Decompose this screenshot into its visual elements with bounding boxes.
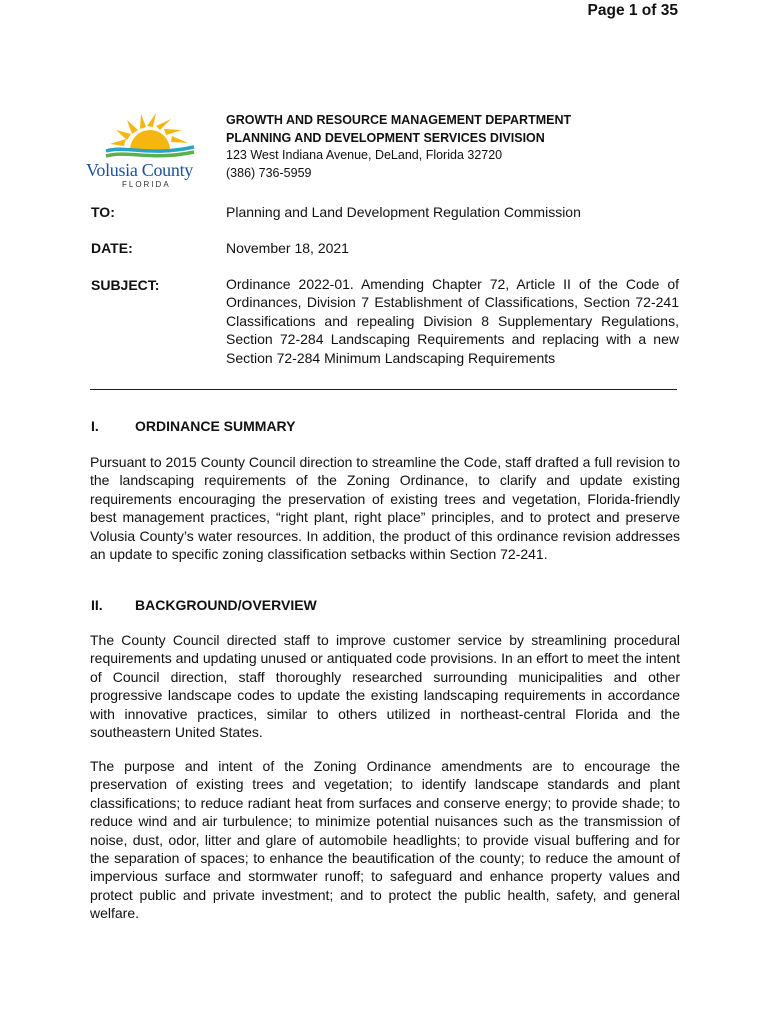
page-indicator: Page 1 of 35 — [587, 2, 678, 19]
date-label: DATE: — [91, 240, 133, 256]
section-2-heading — [91, 597, 317, 613]
department-name: GROWTH AND RESOURCE MANAGEMENT DEPARTMENT — [226, 113, 572, 127]
volusia-county-logo — [86, 110, 214, 190]
subject-label: SUBJECT: — [91, 277, 160, 293]
sun-logo-icon — [102, 110, 198, 162]
letterhead — [226, 112, 571, 182]
horizontal-divider — [90, 389, 677, 390]
date-value: November 18, 2021 — [226, 240, 349, 256]
section-1-title: ORDINANCE SUMMARY — [135, 418, 296, 434]
section-2-paragraph-1: The County Council directed staff to improve customer service by streamlining procedural requirements and updating unused or antiquated code provisions. In an effort to meet the intent of Council direction, staff thoroughly researched surrounding municipalities and other progressive landscape codes to update the existing landscaping requirements in accordance with innovative practices, similar to others utilized in northeast-central Florida and the southeastern United States. — [90, 632, 680, 741]
section-2-title: BACKGROUND/OVERVIEW — [135, 597, 317, 613]
to-value: Planning and Land Development Regulation Commission — [226, 204, 581, 220]
section-2-paragraph-2: The purpose and intent of the Zoning Ordinance amendments are to encourage the preservation of existing trees and vegetation; to identify landscape standards and plant classifications; to reduce radiant heat from surfaces and conserve energy; to provide shade; to reduce wind and air turbulence; to minimize potential nuisances such as the transmission of noise, dust, odor, litter and glare of automobile headlights; to provide visual buffering and for the separation of spaces; to enhance the beautification of the county; to reduce the amount of impervious surface and stormwater runoff; to safeguard and enhance property values and protect public and private investment; and to protect the public health, safety, and general welfare. — [90, 758, 680, 922]
address: 123 West Indiana Avenue, DeLand, Florida 32720 — [226, 148, 503, 162]
section-1-paragraph-1: Pursuant to 2015 County Council direction to streamline the Code, staff drafted a full revision to the landscaping requirements of the Zoning Ordinance, to clarify and update existing requirements encouraging the preservation of existing trees and vegetation, Florida-friendly best management practices, “right plant, right place” principles, and to protect and preserve Volusia County’s water resources. In addition, the product of this ordinance revision addresses an update to specific zoning classification setbacks within Section 72-241. — [90, 454, 680, 563]
section-2-number: II. — [91, 597, 103, 613]
to-label: TO: — [91, 204, 115, 220]
logo-state-text: FLORIDA — [122, 180, 171, 189]
section-1-number: I. — [91, 418, 99, 434]
section-1-heading — [91, 418, 295, 434]
phone-number: (386) 736-5959 — [226, 165, 312, 180]
logo-brand-text: Volusia County — [86, 160, 193, 180]
subject-value: Ordinance 2022-01. Amending Chapter 72, Article II of the Code of Ordinances, Division 7 Establishment of Classifications, Section 72-241 Classifications and repealing Division 8 Supplementary Regulations, Section 72-284 Landscaping Requirements and replacing with a new Section 72-284 Minimum Landscaping Requirements — [226, 276, 679, 366]
division-name: PLANNING AND DEVELOPMENT SERVICES DIVISION — [226, 130, 545, 145]
